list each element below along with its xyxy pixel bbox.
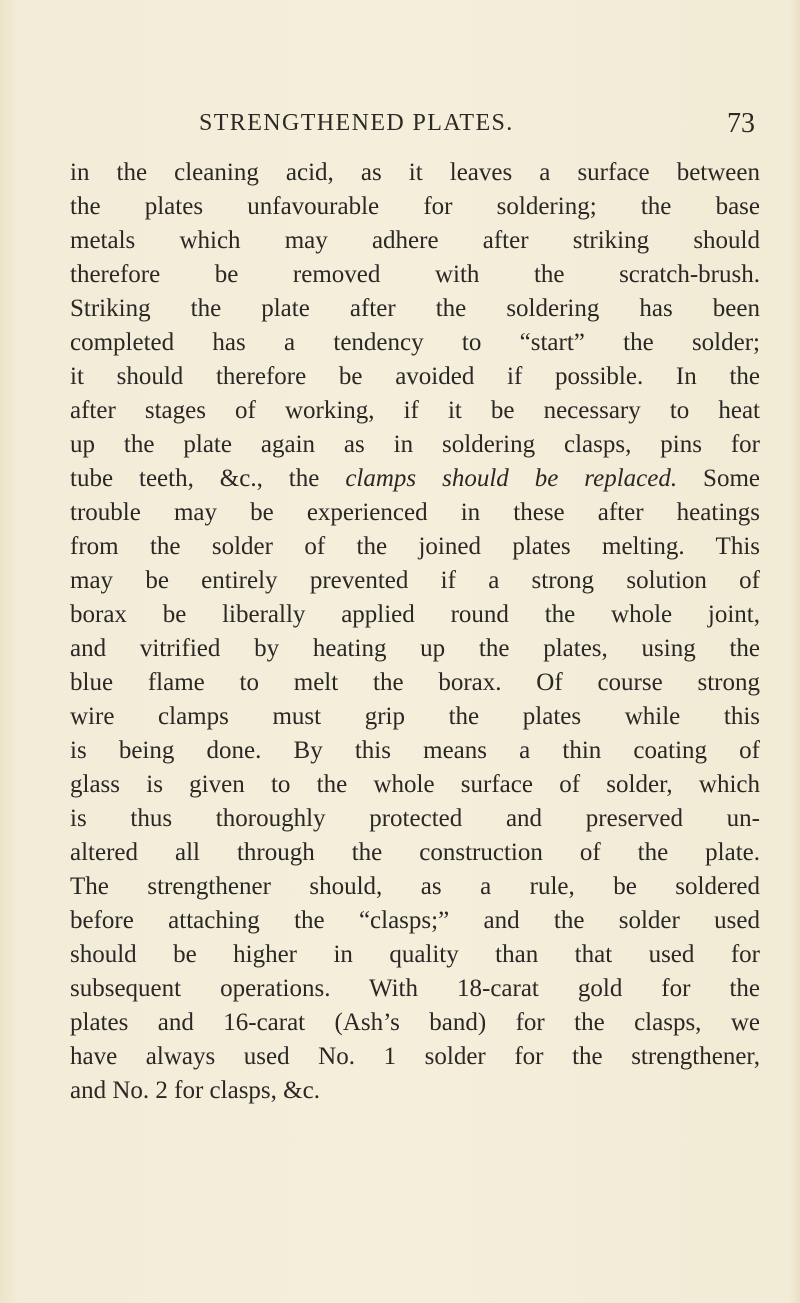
text-line: [70, 394, 760, 428]
text-line: [70, 734, 760, 768]
text-line: [70, 904, 760, 938]
text-segment: it should therefore be avoided if possible. In the: [70, 363, 760, 390]
text-line: [70, 224, 760, 258]
text-segment: from the solder of the joined plates melting. This: [70, 533, 760, 560]
text-line: [70, 428, 760, 462]
text-segment: Some: [677, 465, 760, 492]
text-segment: glass is given to the whole surface of solder, which: [70, 771, 760, 798]
body-text: [70, 156, 760, 1108]
text-line: [70, 768, 760, 802]
text-segment: before attaching the “clasps;” and the solder used: [70, 907, 760, 934]
running-title: STRENGTHENED PLATES.: [199, 110, 514, 136]
text-segment: blue flame to melt the borax. Of course strong: [70, 669, 760, 696]
text-line: [70, 938, 760, 972]
text-segment: and vitrified by heating up the plates, using the: [70, 635, 760, 662]
text-segment: altered all through the construction of the plate.: [70, 839, 760, 866]
text-segment: subsequent operations. With 18-carat gold for the: [70, 975, 760, 1002]
text-line: [70, 190, 760, 224]
text-line: [70, 156, 760, 190]
text-segment: The strengthener should, as a rule, be soldered: [70, 873, 760, 900]
text-segment: completed has a tendency to “start” the solder;: [70, 329, 760, 356]
text-segment: in the cleaning acid, as it leaves a surface between: [70, 159, 760, 186]
text-segment: is being done. By this means a thin coating of: [70, 737, 760, 764]
text-line: [70, 1074, 760, 1108]
text-segment: Striking the plate after the soldering has been: [70, 295, 760, 322]
running-head: [0, 104, 800, 144]
text-segment: have always used No. 1 solder for the strengthener,: [70, 1043, 760, 1070]
text-line: [70, 496, 760, 530]
text-segment: trouble may be experienced in these after heatings: [70, 499, 760, 526]
text-segment: metals which may adhere after striking should: [70, 227, 760, 254]
text-line: [70, 462, 760, 496]
text-line: [70, 530, 760, 564]
text-line: [70, 360, 760, 394]
text-line: [70, 632, 760, 666]
text-segment: tube teeth, &c., the: [70, 465, 346, 492]
text-line: [70, 836, 760, 870]
text-segment: plates and 16-carat (Ash’s band) for the clasps, we: [70, 1009, 760, 1036]
italic-text: clamps should be replaced.: [345, 465, 678, 492]
text-segment: should be higher in quality than that used for: [70, 941, 760, 968]
text-line: [70, 326, 760, 360]
text-line: [70, 972, 760, 1006]
text-line: [70, 870, 760, 904]
text-segment: therefore be removed with the scratch-brush.: [70, 261, 760, 288]
text-line: [70, 598, 760, 632]
text-line: [70, 802, 760, 836]
text-line: [70, 564, 760, 598]
text-segment: after stages of working, if it be necessary to heat: [70, 397, 760, 424]
text-line: [70, 292, 760, 326]
page-number: 73: [727, 108, 755, 139]
text-segment: is thus thoroughly protected and preserved un-: [70, 805, 760, 832]
text-line: [70, 700, 760, 734]
text-segment: up the plate again as in soldering clasps, pins for: [70, 431, 760, 458]
text-line: [70, 1040, 760, 1074]
text-line: [70, 1006, 760, 1040]
text-line: [70, 666, 760, 700]
text-segment: borax be liberally applied round the whole joint,: [70, 601, 760, 628]
text-segment: wire clamps must grip the plates while this: [70, 703, 760, 730]
text-segment: and No. 2 for clasps, &c.: [70, 1077, 320, 1104]
text-segment: may be entirely prevented if a strong solution of: [70, 567, 760, 594]
text-line: [70, 258, 760, 292]
text-segment: the plates unfavourable for soldering; the base: [70, 193, 760, 220]
